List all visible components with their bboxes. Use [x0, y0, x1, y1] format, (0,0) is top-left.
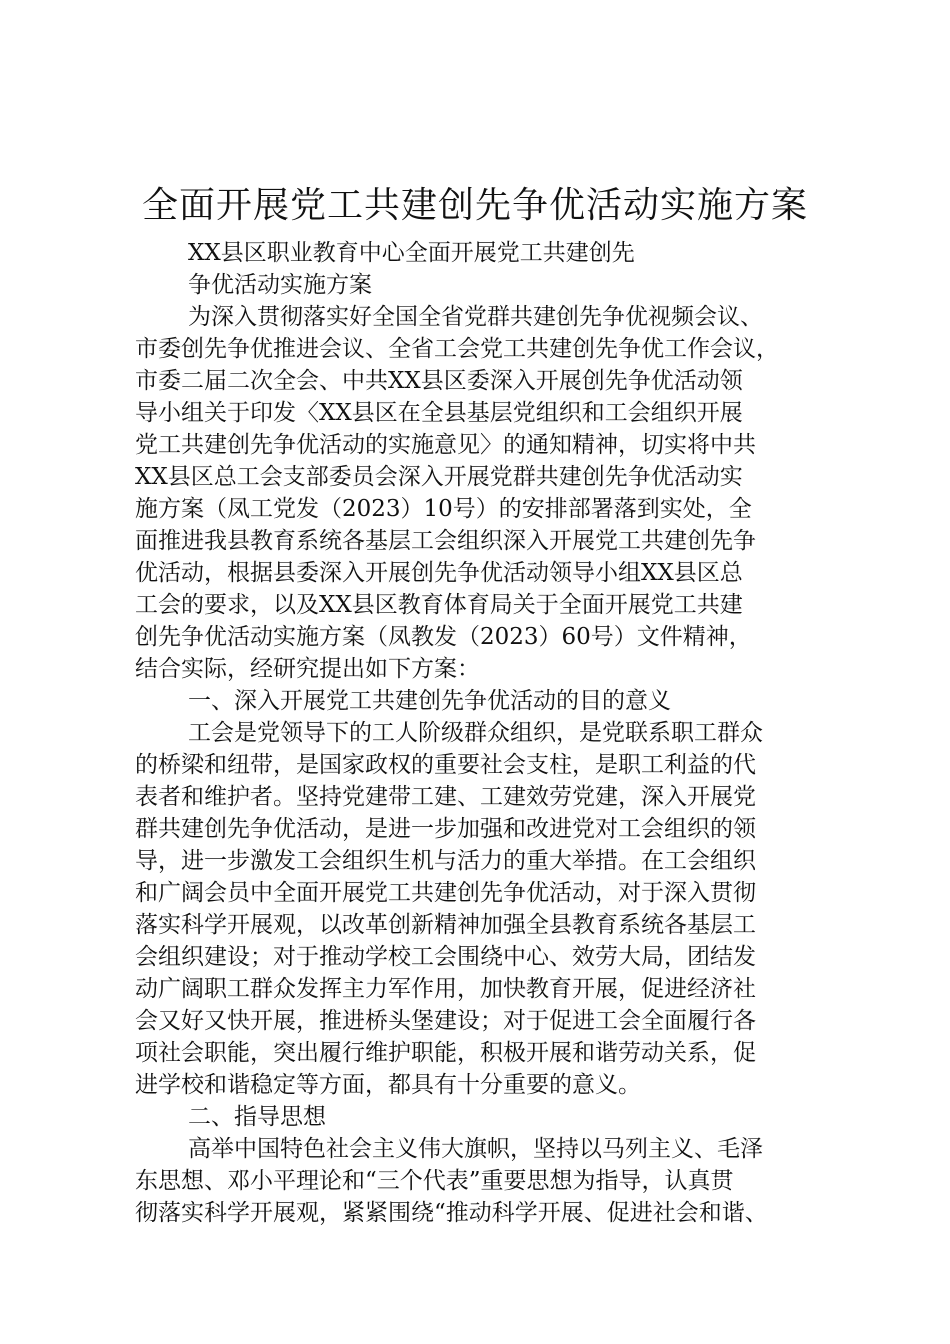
paragraph-line: 创先争优活动实施方案（凤教发（2023）60号）文件精神，	[135, 624, 752, 650]
paragraph-line: 东思想、邓小平理论和“三个代表”重要思想为指导，认真贯	[135, 1168, 734, 1194]
paragraph-line: 会又好又快开展，推进桥头堡建设；对于促进工会全面履行各	[135, 1008, 756, 1034]
paragraph-line: 群共建创先争优活动，是进一步加强和改进党对工会组织的领	[135, 816, 756, 842]
paragraph-line: 为深入贯彻落实好全国全省党群共建创先争优视频会议、	[188, 304, 763, 330]
paragraph-line: 市委二届二次全会、中共XX县区委深入开展创先争优活动领	[135, 368, 743, 394]
paragraph-line: 导小组关于印发〈XX县区在全县基层党组织和工会组织开展	[135, 400, 743, 426]
paragraph-line: 优活动，根据县委深入开展创先争优活动领导小组XX县区总	[135, 560, 743, 586]
paragraph-line: 进学校和谐稳定等方面，都具有十分重要的意义。	[135, 1072, 641, 1098]
subtitle-line-1: XX县区职业教育中心全面开展党工共建创先	[188, 240, 635, 266]
document-title: 全面开展党工共建创先争优活动实施方案	[141, 185, 808, 226]
paragraph-line: 和广阔会员中全面开展党工共建创先争优活动，对于深入贯彻	[135, 880, 756, 906]
paragraph-line: 落实科学开展观，以改革创新精神加强全县教育系统各基层工	[135, 912, 756, 938]
paragraph-line: 项社会职能，突出履行维护职能，积极开展和谐劳动关系，促	[135, 1040, 756, 1066]
paragraph-line: 工会是党领导下的工人阶级群众组织，是党联系职工群众	[188, 720, 763, 746]
paragraph-line: 导，进一步激发工会组织生机与活力的重大举措。在工会组织	[135, 848, 756, 874]
subtitle-line-2: 争优活动实施方案	[188, 272, 372, 298]
paragraph-line: 表者和维护者。坚持党建带工建、工建效劳党建，深入开展党	[135, 784, 756, 810]
paragraph-line: 高举中国特色社会主义伟大旗帜，坚持以马列主义、毛泽	[188, 1136, 763, 1162]
paragraph-line: 市委创先争优推进会议、全省工会党工共建创先争优工作会议，	[135, 336, 779, 362]
section-heading-1: 一、深入开展党工共建创先争优活动的目的意义	[188, 688, 671, 714]
paragraph-line: 会组织建设；对于推动学校工会围绕中心、效劳大局，团结发	[135, 944, 756, 970]
paragraph-line: 工会的要求，以及XX县区教育体育局关于全面开展党工共建	[135, 592, 743, 618]
paragraph-line: 党工共建创先争优活动的实施意见〉的通知精神，切实将中共	[135, 432, 756, 458]
paragraph-line: 彻落实科学开展观，紧紧围绕“推动科学开展、促进社会和谐、	[135, 1200, 768, 1226]
paragraph-line: 施方案（凤工党发（2023）10号）的安排部署落到实处，全	[135, 496, 752, 522]
paragraph-line: 动广阔职工群众发挥主力军作用，加快教育开展，促进经济社	[135, 976, 756, 1002]
section-heading-2: 二、指导思想	[188, 1104, 326, 1130]
paragraph-line: 结合实际，经研究提出如下方案：	[135, 656, 480, 682]
paragraph-line: 面推进我县教育系统各基层工会组织深入开展党工共建创先争	[135, 528, 756, 554]
paragraph-line: XX县区总工会支部委员会深入开展党群共建创先争优活动实	[135, 464, 743, 490]
paragraph-line: 的桥梁和纽带，是国家政权的重要社会支柱，是职工利益的代	[135, 752, 756, 778]
